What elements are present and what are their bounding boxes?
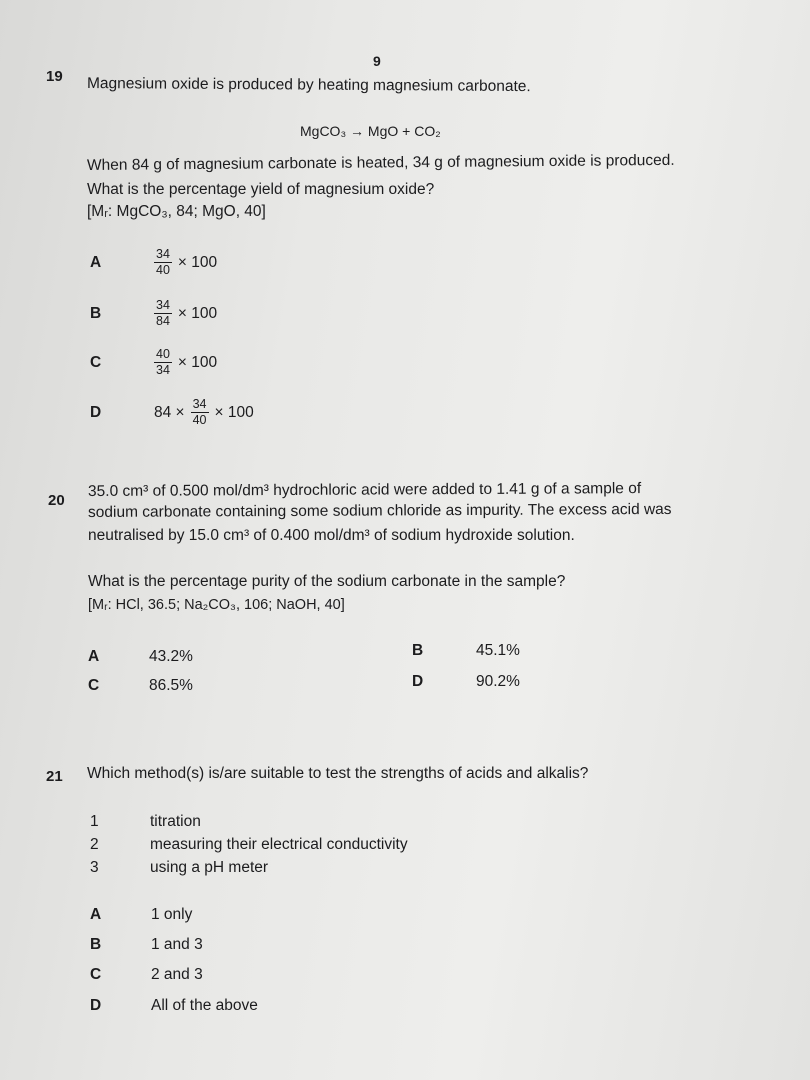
q21-option-a[interactable] [90,906,192,924]
q20-line3: neutralised by 15.0 cm³ of 0.400 mol/dm³ of sodium hydroxide solution. [88,527,575,544]
multiplier: × 100 [177,304,218,322]
option-value: 86.5% [149,677,193,694]
option-value: 1 only [151,906,193,923]
option-letter: D [90,997,102,1014]
option-letter: B [90,304,102,322]
multiplier-lead: 84 × [154,403,185,421]
q20-line2: sodium carbonate containing some sodium chloride as impurity. The excess acid was [87,500,672,521]
q21-method-3 [90,859,268,877]
q19-option-c[interactable] [90,347,217,378]
q19-line2: What is the percentage yield of magnesium oxide? [87,181,435,198]
method-number: 1 [90,813,99,830]
option-value: All of the above [151,997,258,1014]
q20-option-c[interactable] [88,677,193,695]
q20-option-d[interactable] [412,673,520,691]
q19-mr: [Mᵣ: MgCO₃, 84; MgO, 40] [87,203,266,220]
multiplier: × 100 [177,253,218,271]
q19-option-a[interactable] [90,247,217,278]
method-text: titration [150,813,201,830]
method-text: using a pH meter [150,859,269,876]
option-letter: C [90,966,102,983]
q21-stem: Which method(s) is/are suitable to test the strengths of acids and alkalis? [87,765,589,782]
q21-number: 21 [46,768,63,785]
q21-method-1 [90,813,201,831]
option-letter: A [88,648,100,665]
option-value: 45.1% [476,642,520,659]
q20-mr: [Mᵣ: HCl, 36.5; Na₂CO₃, 106; NaOH, 40] [88,597,345,613]
q21-method-2 [90,836,408,854]
fraction [191,397,209,428]
fraction [154,247,172,278]
method-number: 2 [90,836,99,853]
denominator: 34 [156,363,170,377]
q19-stem: Magnesium oxide is produced by heating magnesium carbonate. [86,75,531,96]
option-letter: A [90,253,102,271]
fraction [154,298,172,329]
q19-line1: When 84 g of magnesium carbonate is heated, 34 g of magnesium oxide is produced. [86,151,675,174]
option-letter: D [90,403,102,421]
numerator: 34 [156,298,170,312]
denominator: 84 [156,314,170,328]
q21-option-c[interactable] [90,966,203,984]
option-letter: D [412,673,424,690]
option-value: 90.2% [476,673,520,690]
q20-option-b[interactable] [412,642,520,660]
multiplier: × 100 [177,353,218,371]
method-text: measuring their electrical conductivity [150,836,408,853]
option-letter: A [90,906,102,923]
page-number: 9 [373,53,381,69]
q19-option-d[interactable] [90,397,254,428]
q20-line1: 35.0 cm³ of 0.500 mol/dm³ hydrochloric acid were added to 1.41 g of a sample of [87,480,642,500]
option-value: 43.2% [149,648,193,665]
option-value: 2 and 3 [151,966,203,983]
q21-option-d[interactable] [90,997,258,1015]
denominator: 40 [192,413,207,427]
option-letter: B [412,642,424,659]
numerator: 40 [156,347,170,361]
denominator: 40 [156,263,170,277]
q19-equation: MgCO₃ → MgO + CO₂ [300,123,441,139]
option-letter: C [90,353,102,371]
method-number: 3 [90,859,99,876]
q19-option-b[interactable] [90,298,217,329]
numerator: 34 [192,397,207,411]
multiplier: × 100 [214,403,254,421]
fraction [154,347,172,378]
numerator: 34 [156,247,170,261]
option-letter: B [90,936,102,953]
option-value: 1 and 3 [151,936,203,953]
q20-number: 20 [48,492,65,509]
q19-number: 19 [46,68,63,85]
q20-question: What is the percentage purity of the sodium carbonate in the sample? [88,573,566,590]
q20-option-a[interactable] [88,648,193,666]
q21-option-b[interactable] [90,936,203,954]
option-letter: C [88,677,100,694]
